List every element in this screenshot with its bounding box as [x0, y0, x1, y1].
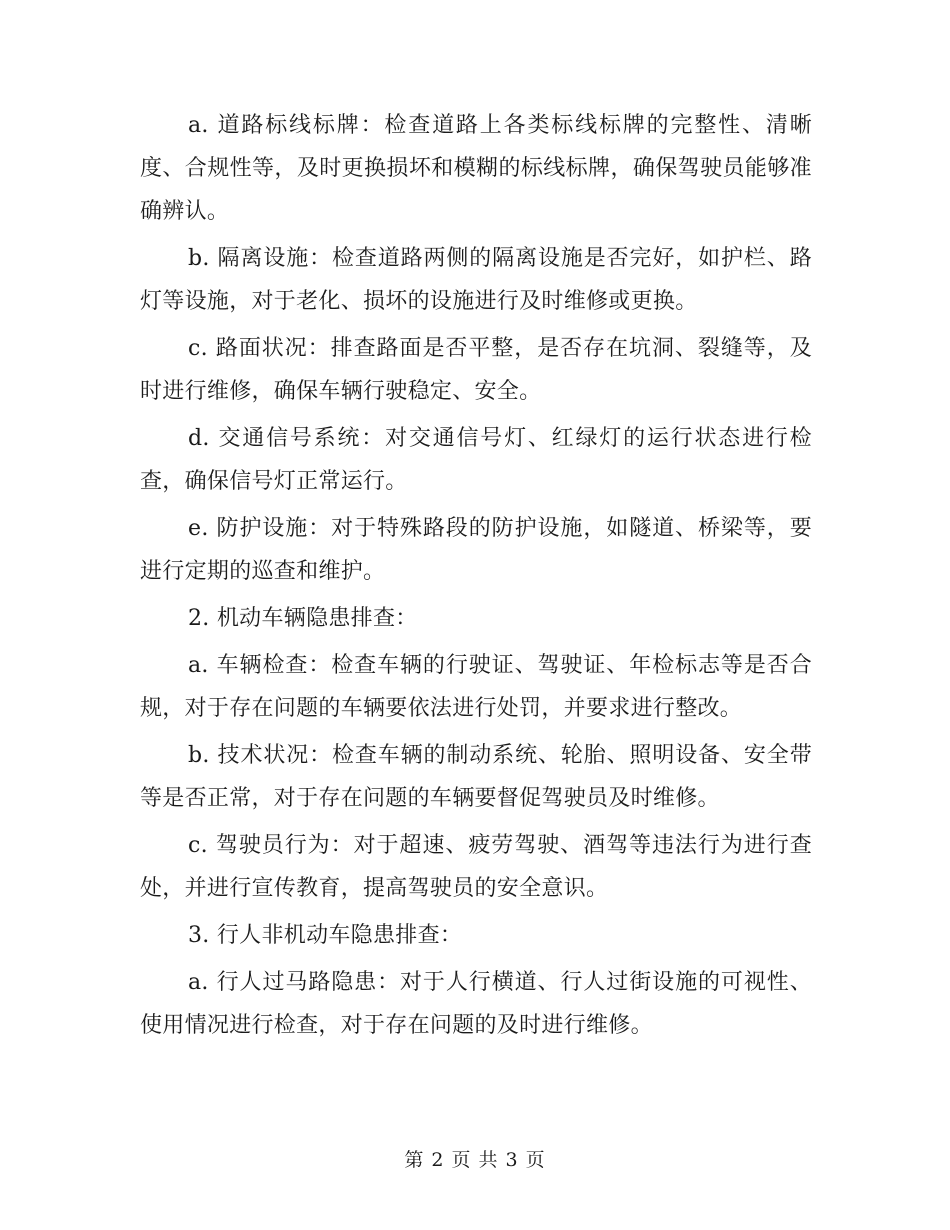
paragraph-road-markings: a. 道路标线标牌：检查道路上各类标线标牌的完整性、清晰度、合规性等，及时更换损坏和模糊的标线标牌，确保驾驶员能够准确辨认。	[140, 113, 812, 224]
paragraph-protective-facilities: e. 防护设施：对于特殊路段的防护设施，如隧道、桥梁等，要进行定期的巡查和维护。	[140, 516, 812, 584]
paragraph-pedestrian-crossing: a. 行人过马路隐患：对于人行横道、行人过街设施的可视性、使用情况进行检查，对于存在问题的及时进行维修。	[140, 970, 812, 1038]
paragraph-traffic-signals: d. 交通信号系统：对交通信号灯、红绿灯的运行状态进行检查，确保信号灯正常运行。	[140, 426, 812, 494]
paragraph-vehicle-inspection: a. 车辆检查：检查车辆的行驶证、驾驶证、年检标志等是否合规，对于存在问题的车辆要依法进行处罚，并要求进行整改。	[140, 653, 812, 721]
document-body	[140, 104, 812, 1051]
paragraph-isolation-facilities: b. 隔离设施：检查道路两侧的隔离设施是否完好，如护栏、路灯等设施，对于老化、损坏的设施进行及时维修或更换。	[140, 246, 812, 314]
page-footer: 第 2 页 共 3 页	[404, 1149, 546, 1171]
paragraph-driver-behavior: c. 驾驶员行为：对于超速、疲劳驾驶、酒驾等违法行为进行查处，并进行宣传教育，提高驾驶员的安全意识。	[140, 833, 812, 901]
section-heading-motor-vehicles: 2. 机动车辆隐患排查：	[188, 606, 418, 631]
section-heading-pedestrians: 3. 行人非机动车隐患排查：	[188, 923, 463, 948]
paragraph-road-surface: c. 路面状况：排查路面是否平整，是否存在坑洞、裂缝等，及时进行维修，确保车辆行驶稳定、安全。	[140, 336, 812, 404]
paragraph-technical-condition: b. 技术状况：检查车辆的制动系统、轮胎、照明设备、安全带等是否正常，对于存在问题的车辆要督促驾驶员及时维修。	[140, 743, 812, 811]
